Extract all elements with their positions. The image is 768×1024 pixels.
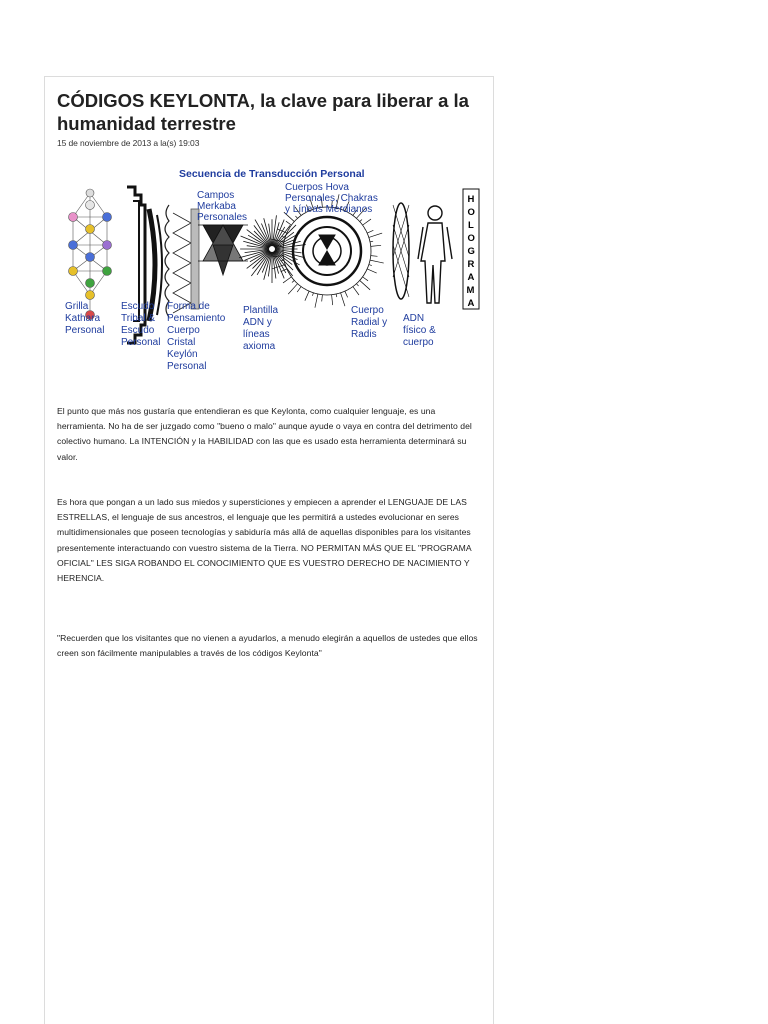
svg-text:Tribal &: Tribal & [121, 313, 156, 324]
svg-text:A: A [467, 298, 475, 309]
burst-ray [305, 291, 309, 300]
svg-text:Cuerpos Hova: Cuerpos Hova [285, 182, 349, 193]
post-date: 15 de noviembre de 2013 a la(s) 19:03 [57, 138, 200, 148]
svg-text:Personal: Personal [121, 337, 161, 348]
burst-ray [288, 284, 297, 294]
burst-ray [292, 280, 294, 282]
burst-ray [363, 277, 368, 281]
post-card [44, 76, 494, 1024]
svg-text:O: O [467, 233, 475, 244]
svg-text:Personal: Personal [65, 325, 105, 336]
svg-text:H: H [467, 194, 475, 205]
svg-text:Keylón: Keylón [167, 349, 198, 360]
merkaba-icon [198, 225, 248, 275]
post-title: CÓDIGOS KEYLONTA, la clave para liberar a la humanidad terrestre [57, 90, 469, 134]
svg-text:R: R [467, 259, 475, 270]
burst-ray [363, 219, 371, 225]
svg-text:axioma: axioma [243, 341, 276, 352]
burst-ray [341, 293, 345, 306]
burst-ray [312, 293, 313, 296]
burst-ray [297, 287, 301, 292]
label-forma [167, 301, 226, 372]
svg-text:A: A [467, 272, 475, 283]
svg-text:cuerpo: cuerpo [403, 337, 434, 348]
burst-ray [322, 295, 323, 302]
svg-text:Kathara: Kathara [65, 313, 101, 324]
svg-text:Cuerpo: Cuerpo [167, 325, 200, 336]
burst-ray [371, 256, 378, 257]
burst-ray [315, 294, 318, 308]
paragraph-3: "Recuerden que los visitantes que no vienen a ayudarlos, a menudo elegirán a aquellos de ustedes que ellos creen son fácilmente manipulables a través de los códigos Keylonta" [57, 633, 478, 659]
burst-ray [371, 245, 381, 246]
svg-text:Personales, Chakras: Personales, Chakras [285, 193, 378, 204]
label-adn-fisico [403, 313, 436, 348]
burst-ray [295, 216, 297, 218]
burst-ray [345, 291, 348, 297]
svg-text:Forma de: Forma de [167, 301, 210, 312]
burst-ray [369, 233, 382, 237]
svg-text:Personales: Personales [197, 212, 248, 223]
burst-ray [367, 230, 373, 233]
burst-ray [360, 280, 370, 289]
svg-text:ADN: ADN [403, 313, 425, 324]
svg-text:ADN y: ADN y [243, 317, 272, 328]
svg-text:Radial y: Radial y [351, 317, 388, 328]
radial-body-icon [393, 203, 409, 299]
burst-ray [369, 265, 372, 266]
burst-ray [336, 294, 337, 297]
svg-text:Plantilla: Plantilla [243, 305, 279, 316]
svg-text:Grilla: Grilla [65, 301, 89, 312]
svg-text:Cristal: Cristal [167, 337, 196, 348]
starburst-icon [239, 215, 306, 283]
label-cuerpos-hova [285, 182, 378, 215]
burst-ray [370, 241, 373, 242]
label-grilla [65, 301, 104, 336]
transduction-diagram [57, 165, 485, 377]
svg-text:L: L [468, 220, 474, 231]
paragraph-1: El punto que más nos gustaría que entendieran es que Keylonta, como cualquier lenguaje, es una herramienta. No ha de ser juzgado como "bueno o malo" aunque ayude o vaya en contra del detrimento del colectivo humano. La INTENCIÓN y la HABILIDAD con las que es usado esta herramienta determinará su valor. [57, 406, 472, 462]
svg-text:G: G [467, 246, 475, 257]
burst-ray [356, 284, 358, 286]
holograma-letters [467, 194, 475, 309]
svg-text:Escudo: Escudo [121, 301, 155, 312]
paragraph-2: Es hora que pongan a un lado sus miedos y supersticiones y empiecen a aprender el LENGUAJE DE LAS ESTRELLAS, el lenguaje de sus ancestros, el lenguaje que les permitirá a ustedes evolucionar en seres multidimensionales que poseen tecnologías y sabiduría más allá de aquellas disponibles para los visitantes presentemente interactuando con vuestro sistema de la Tierra. NO PERMITAN MÁS QUE EL "PROGRAMA OFICIAL" LES SIGA ROBANDO EL CONOCIMIENTO QUE ES VUESTRO DERECHO DE NACIMIENTO Y HERENCIA. [57, 497, 472, 584]
svg-text:O: O [467, 207, 475, 218]
label-escudo [121, 301, 160, 348]
burst-ray [286, 221, 291, 225]
transduction-diagram-svg [57, 165, 485, 377]
burst-ray [370, 260, 384, 263]
svg-text:Pensamiento: Pensamiento [167, 313, 226, 324]
svg-text:y Líneas Merdianos: y Líneas Merdianos [285, 204, 373, 215]
label-campos [197, 190, 247, 223]
svg-text:físico &: físico & [403, 325, 436, 336]
concentric-bodies-icon [283, 207, 371, 295]
human-body-icon [418, 206, 452, 303]
svg-text:Cuerpo: Cuerpo [351, 305, 384, 316]
burst-ray [332, 295, 333, 305]
burst-ray [353, 287, 359, 295]
svg-text:Campos: Campos [197, 190, 235, 201]
burst-ray [367, 269, 376, 273]
svg-text:líneas: líneas [243, 329, 270, 340]
svg-text:Escudo: Escudo [121, 325, 155, 336]
svg-text:Radis: Radis [351, 329, 377, 340]
svg-text:M: M [466, 285, 475, 296]
diagram-title: Secuencia de Transducción Personal [179, 168, 365, 180]
label-plantilla [243, 305, 278, 352]
label-cuerpo-radial [351, 305, 387, 340]
kathara-grid-icon [69, 189, 112, 320]
svg-text:Merkaba: Merkaba [197, 201, 236, 212]
burst-ray [360, 219, 362, 221]
svg-text:Personal: Personal [167, 361, 207, 372]
